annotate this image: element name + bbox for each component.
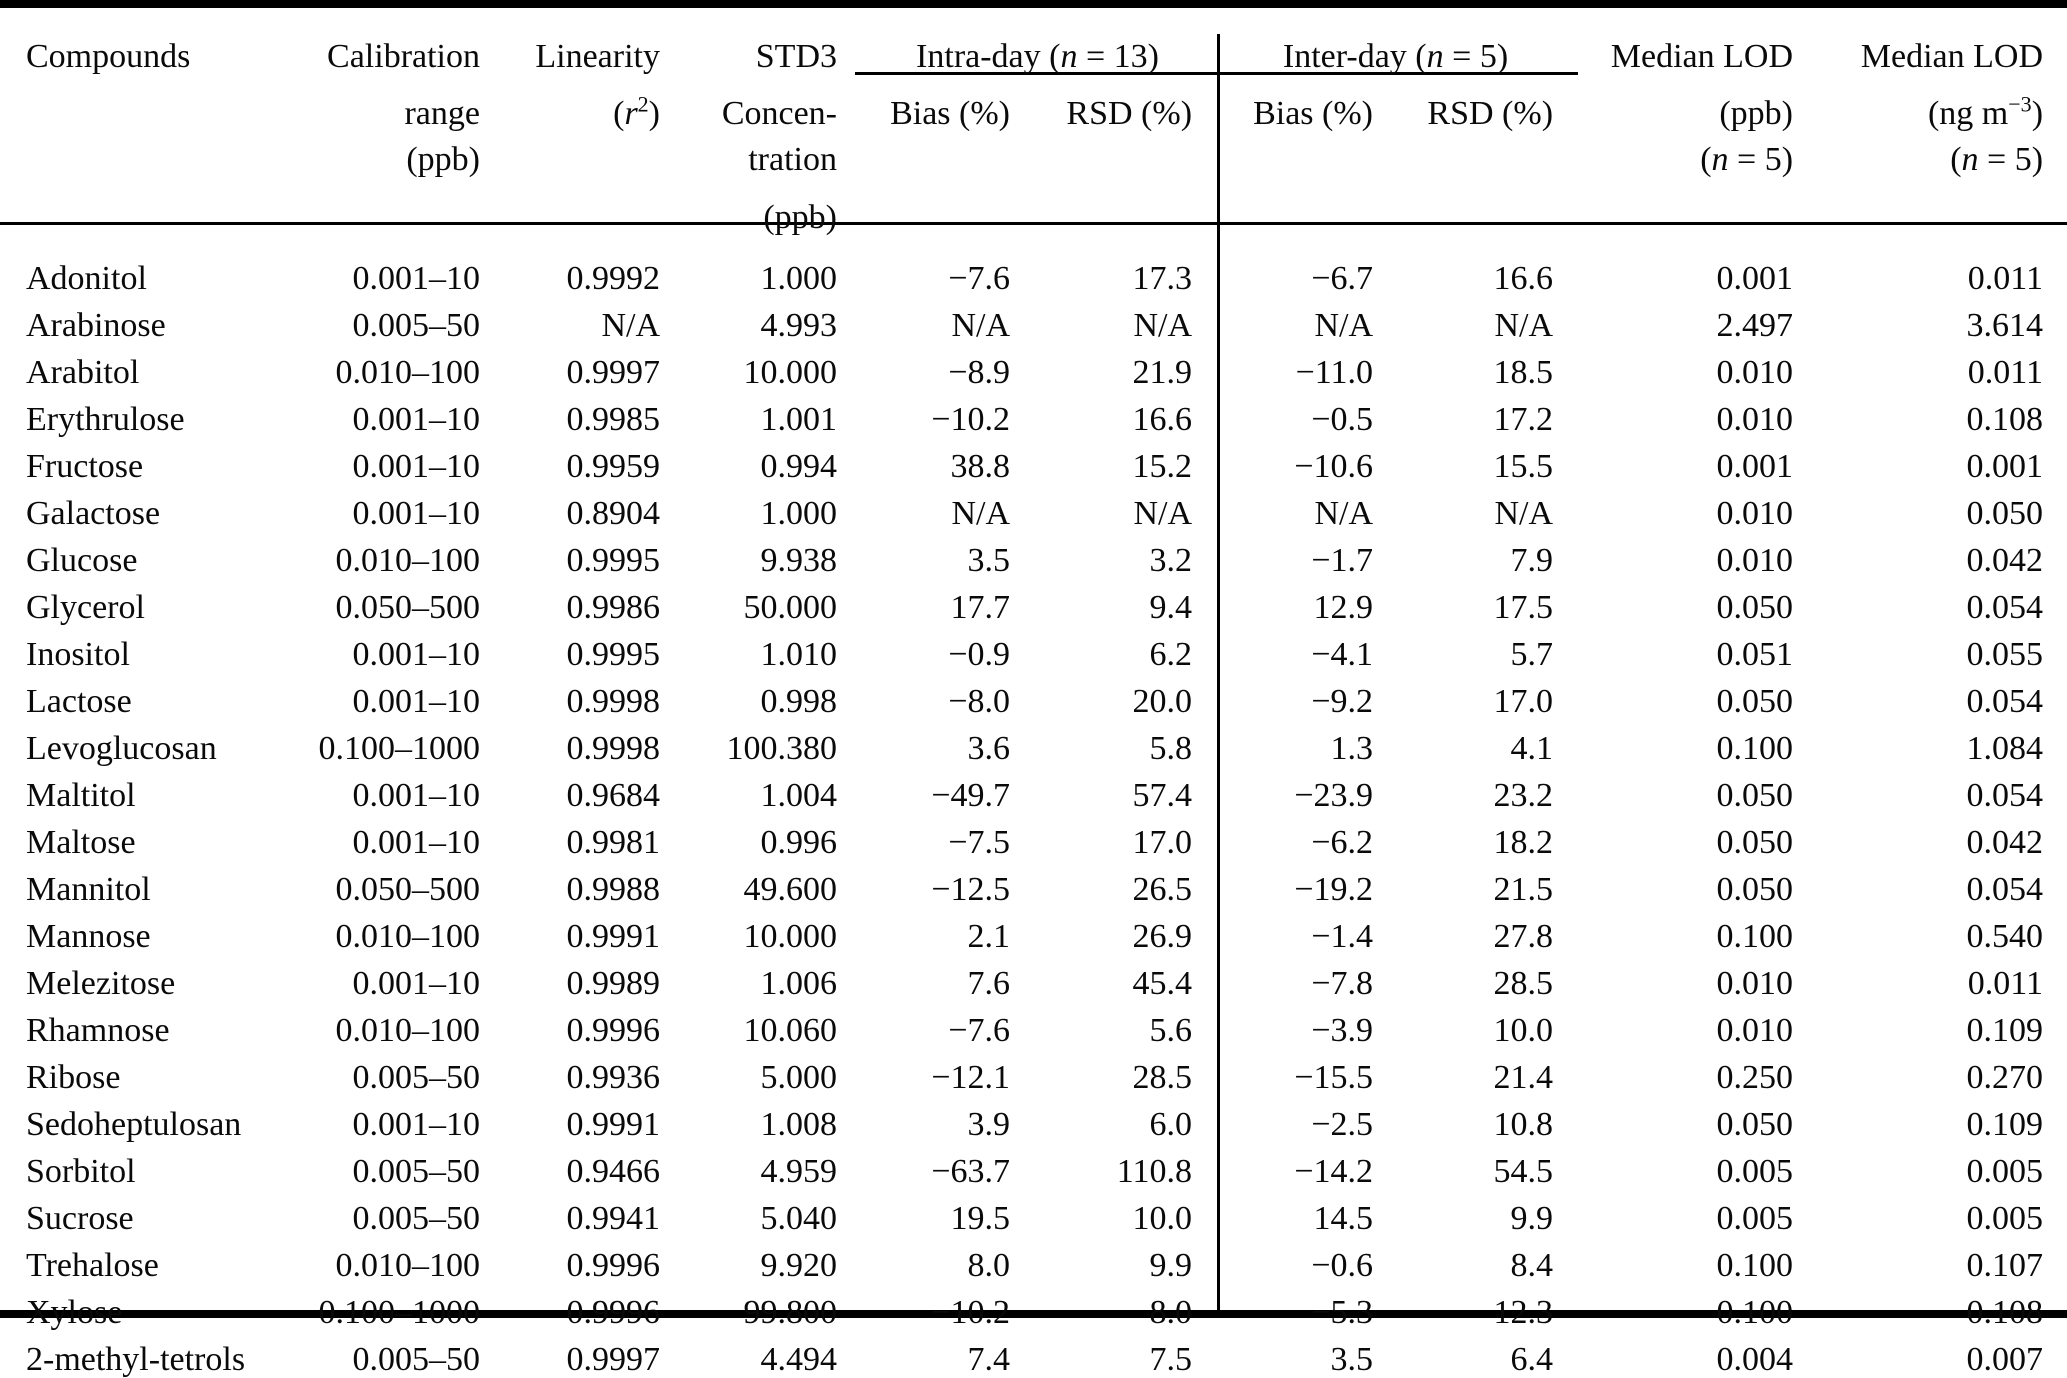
value-cell: 0.9959 [566, 448, 660, 485]
value-cell: 7.6 [967, 965, 1010, 1002]
value-cell: 28.5 [1493, 965, 1554, 1002]
value-cell: 1.004 [760, 777, 837, 814]
value-cell: 0.9981 [566, 824, 660, 861]
value-cell: −12.1 [931, 1059, 1010, 1096]
value-cell: 0.010–100 [335, 1012, 480, 1049]
value-cell: 8.4 [1510, 1247, 1554, 1284]
value-cell: −5.3 [1311, 1294, 1374, 1331]
value-cell: 0.9991 [566, 918, 660, 955]
value-cell: 0.100–1000 [318, 1294, 480, 1331]
compound-name-cell: Mannitol [26, 871, 151, 908]
value-cell: 8.0 [1149, 1294, 1193, 1331]
value-cell: 0.042 [1966, 542, 2044, 579]
value-cell: 0.050 [1966, 495, 2044, 532]
value-cell: 2.497 [1716, 307, 1794, 344]
compound-name-cell: 2-methyl-tetrols [26, 1341, 246, 1378]
italic-n: n [1060, 38, 1078, 75]
compound-name-cell: Fructose [26, 448, 144, 485]
italic-n: n [1711, 141, 1729, 178]
value-cell: 0.9986 [566, 589, 660, 626]
value-cell: 0.054 [1966, 589, 2044, 626]
table-row [0, 813, 2067, 860]
value-cell: 0.001 [1966, 448, 2044, 485]
value-cell: 0.9997 [566, 354, 660, 391]
col-header-std3-concen: Concen- [721, 95, 837, 132]
value-cell: 0.100 [1716, 1294, 1794, 1331]
value-cell: 10.0 [1132, 1200, 1193, 1237]
value-cell: 0.001–10 [352, 777, 480, 814]
compound-name-cell: Arabitol [26, 354, 140, 391]
value-cell: −0.9 [948, 636, 1010, 673]
value-cell: 9.4 [1149, 589, 1193, 626]
superscript-2: 2 [637, 91, 649, 117]
value-cell: 0.005–50 [352, 307, 480, 344]
value-cell: −2.5 [1311, 1106, 1374, 1143]
value-cell: −10.2 [931, 1294, 1010, 1331]
value-cell: 0.010–100 [335, 354, 480, 391]
value-cell: 0.109 [1966, 1106, 2044, 1143]
table-row [0, 1001, 2067, 1048]
value-cell: 0.9996 [566, 1012, 660, 1049]
value-cell: 14.5 [1313, 1200, 1374, 1237]
value-cell: 15.2 [1132, 448, 1193, 485]
value-cell: −7.5 [948, 824, 1010, 861]
value-cell: 6.2 [1149, 636, 1193, 673]
value-cell: N/A [1494, 307, 1554, 344]
value-cell: 0.001–10 [352, 260, 480, 297]
value-cell: 0.054 [1966, 683, 2044, 720]
italic-n: n [1426, 38, 1444, 75]
value-cell: −1.4 [1311, 918, 1374, 955]
table-row [0, 1330, 2067, 1377]
table-row [0, 1236, 2067, 1283]
value-cell: 8.0 [967, 1247, 1010, 1284]
value-cell: −1.7 [1311, 542, 1374, 579]
value-cell: 1.010 [760, 636, 837, 673]
value-cell: 0.050 [1716, 589, 1794, 626]
value-cell: 45.4 [1132, 965, 1193, 1002]
table-row [0, 954, 2067, 1001]
table-row [0, 672, 2067, 719]
value-cell: 0.9941 [566, 1200, 660, 1237]
value-cell: 110.8 [1116, 1153, 1193, 1190]
value-cell: 0.9936 [566, 1059, 660, 1096]
value-cell: 0.010 [1716, 542, 1794, 579]
value-cell: 0.001 [1716, 448, 1794, 485]
value-cell: 0.001 [1716, 260, 1794, 297]
col-header-intra-rsd: RSD (%) [1066, 95, 1193, 132]
value-cell: 0.100–1000 [318, 730, 480, 767]
value-cell: 0.005–50 [352, 1341, 480, 1378]
value-cell: 0.054 [1966, 871, 2044, 908]
value-cell: 0.250 [1716, 1059, 1794, 1096]
table-row [0, 1283, 2067, 1330]
value-cell: 12.9 [1313, 589, 1374, 626]
table-row [0, 625, 2067, 672]
value-cell: 57.4 [1132, 777, 1193, 814]
value-cell: 0.010–100 [335, 542, 480, 579]
value-cell: 10.8 [1493, 1106, 1554, 1143]
value-cell: 9.938 [760, 542, 837, 579]
superscript-minus-3: −3 [2008, 91, 2032, 117]
group-header-inter-day: Inter-day (n = 5) [1282, 38, 1509, 75]
value-cell: 3.9 [967, 1106, 1010, 1143]
table-row [0, 1095, 2067, 1142]
compound-name-cell: Rhamnose [26, 1012, 170, 1049]
col-header-lod-ppb-unit: (ppb) [1719, 95, 1794, 132]
value-cell: 3.5 [967, 542, 1010, 579]
value-cell: 6.4 [1510, 1341, 1554, 1378]
value-cell: −49.7 [931, 777, 1010, 814]
table-row [0, 860, 2067, 907]
value-cell: 0.001–10 [352, 1106, 480, 1143]
value-cell: 1.006 [760, 965, 837, 1002]
compound-name-cell: Levoglucosan [26, 730, 217, 767]
value-cell: 0.005–50 [352, 1059, 480, 1096]
value-cell: −9.2 [1311, 683, 1374, 720]
value-cell: 0.011 [1967, 354, 2044, 391]
value-cell: N/A [1494, 495, 1554, 532]
value-cell: N/A [1133, 495, 1193, 532]
value-cell: 50.000 [743, 589, 837, 626]
value-cell: 0.108 [1966, 1294, 2044, 1331]
group-header-intra-day: Intra-day (n = 13) [916, 38, 1159, 75]
table-row [0, 578, 2067, 625]
value-cell: N/A [1133, 307, 1193, 344]
col-header-inter-bias: Bias (%) [1253, 95, 1374, 132]
value-cell: 0.050 [1716, 683, 1794, 720]
value-cell: 17.2 [1493, 401, 1554, 438]
value-cell: 26.9 [1132, 918, 1193, 955]
value-cell: 0.9989 [566, 965, 660, 1002]
col-header-compounds: Compounds [26, 38, 191, 75]
col-header-std3-tration: tration [748, 141, 837, 178]
value-cell: −8.0 [948, 683, 1010, 720]
value-cell: 0.010–100 [335, 1247, 480, 1284]
table-row [0, 296, 2067, 343]
col-header-std3-ppb: (ppb) [763, 199, 837, 236]
value-cell: 7.4 [967, 1341, 1010, 1378]
value-cell: −6.7 [1311, 260, 1374, 297]
compound-name-cell: Trehalose [26, 1247, 159, 1284]
table-row [0, 531, 2067, 578]
value-cell: 1.000 [760, 260, 837, 297]
value-cell: −0.6 [1311, 1247, 1374, 1284]
compound-name-cell: Xylose [26, 1294, 123, 1331]
value-cell: 0.001–10 [352, 824, 480, 861]
col-header-lod-ppb-n: (n = 5) [1700, 141, 1794, 178]
value-cell: 21.5 [1493, 871, 1554, 908]
value-cell: 5.040 [760, 1200, 837, 1237]
value-cell: 16.6 [1132, 401, 1193, 438]
value-cell: −0.5 [1311, 401, 1374, 438]
value-cell: 0.9998 [566, 730, 660, 767]
table-row [0, 390, 2067, 437]
value-cell: 17.5 [1493, 589, 1554, 626]
value-cell: 0.9998 [566, 683, 660, 720]
col-header-inter-rsd: RSD (%) [1427, 95, 1554, 132]
value-cell: 0.100 [1716, 730, 1794, 767]
italic-r: r [624, 95, 638, 132]
value-cell: −7.6 [948, 1012, 1010, 1049]
compound-name-cell: Erythrulose [26, 401, 185, 438]
compound-name-cell: Arabinose [26, 307, 166, 344]
value-cell: 5.6 [1149, 1012, 1193, 1049]
value-cell: 0.050–500 [335, 589, 480, 626]
value-cell: 21.4 [1493, 1059, 1554, 1096]
value-cell: 0.050 [1716, 824, 1794, 861]
value-cell: 3.6 [967, 730, 1010, 767]
value-cell: 16.6 [1493, 260, 1554, 297]
value-cell: 0.9995 [566, 636, 660, 673]
value-cell: 18.2 [1493, 824, 1554, 861]
value-cell: 1.008 [760, 1106, 837, 1143]
table-header [0, 8, 2067, 249]
value-cell: 7.5 [1149, 1341, 1193, 1378]
compound-name-cell: Galactose [26, 495, 161, 532]
table-row [0, 1048, 2067, 1095]
value-cell: −6.2 [1311, 824, 1374, 861]
col-header-lod-ng-unit: (ng $m^{-3}$) [1927, 91, 2044, 132]
value-cell: 1.000 [760, 495, 837, 532]
value-cell: 1.001 [760, 401, 837, 438]
value-cell: 0.005 [1966, 1200, 2044, 1237]
value-cell: −23.9 [1294, 777, 1374, 814]
value-cell: 0.001–10 [352, 495, 480, 532]
compound-name-cell: Sorbitol [26, 1153, 136, 1190]
value-cell: N/A [951, 307, 1010, 344]
value-cell: 1.3 [1330, 730, 1374, 767]
value-cell: 0.9991 [566, 1106, 660, 1143]
col-header-calibration-range: range [404, 95, 480, 132]
value-cell: 19.5 [950, 1200, 1010, 1237]
value-cell: 0.050 [1716, 777, 1794, 814]
value-cell: 27.8 [1493, 918, 1554, 955]
value-cell: 0.055 [1966, 636, 2044, 673]
value-cell: 0.010 [1716, 401, 1794, 438]
value-cell: 5.7 [1510, 636, 1554, 673]
compound-name-cell: Glucose [26, 542, 138, 579]
value-cell: −10.6 [1294, 448, 1374, 485]
value-cell: 12.3 [1493, 1294, 1554, 1331]
value-cell: 9.920 [760, 1247, 837, 1284]
value-cell: 0.010 [1716, 965, 1794, 1002]
table-row [0, 437, 2067, 484]
value-cell: 17.0 [1132, 824, 1193, 861]
compound-name-cell: Sedoheptulosan [26, 1106, 242, 1143]
value-cell: 0.010–100 [335, 918, 480, 955]
value-cell: −7.8 [1311, 965, 1374, 1002]
value-cell: 0.051 [1716, 636, 1794, 673]
value-cell: −7.6 [948, 260, 1010, 297]
value-cell: 0.9985 [566, 401, 660, 438]
table-row [0, 907, 2067, 954]
compound-name-cell: Ribose [26, 1059, 121, 1096]
value-cell: 10.000 [743, 354, 837, 391]
value-cell: 5.000 [760, 1059, 837, 1096]
value-cell: −12.5 [931, 871, 1010, 908]
value-cell: 0.108 [1966, 401, 2044, 438]
value-cell: 0.005–50 [352, 1200, 480, 1237]
compound-name-cell: Mannose [26, 918, 151, 955]
value-cell: 17.3 [1132, 260, 1193, 297]
table-row [0, 1189, 2067, 1236]
value-cell: 0.005 [1716, 1153, 1794, 1190]
col-header-median-lod-ppb: Median LOD [1610, 38, 1794, 75]
value-cell: 0.050–500 [335, 871, 480, 908]
value-cell: 6.0 [1149, 1106, 1193, 1143]
table-row [0, 249, 2067, 296]
table-row [0, 719, 2067, 766]
value-cell: 3.5 [1330, 1341, 1374, 1378]
value-cell: 0.001–10 [352, 401, 480, 438]
value-cell: 0.540 [1966, 918, 2044, 955]
table-row [0, 484, 2067, 531]
value-cell: N/A [1314, 307, 1374, 344]
value-cell: 0.001–10 [352, 448, 480, 485]
value-cell: 0.001–10 [352, 683, 480, 720]
value-cell: 3.2 [1149, 542, 1193, 579]
value-cell: 0.109 [1966, 1012, 2044, 1049]
value-cell: 0.001–10 [352, 965, 480, 1002]
compound-name-cell: Maltose [26, 824, 136, 861]
value-cell: 0.8904 [566, 495, 660, 532]
value-cell: 5.8 [1149, 730, 1193, 767]
value-cell: 0.994 [760, 448, 837, 485]
compound-name-cell: Inositol [26, 636, 130, 673]
value-cell: 0.9992 [566, 260, 660, 297]
value-cell: −19.2 [1294, 871, 1374, 908]
method-validation-table [0, 8, 2067, 1377]
value-cell: 4.993 [760, 307, 837, 344]
value-cell: −63.7 [931, 1153, 1010, 1190]
value-cell: 10.0 [1493, 1012, 1554, 1049]
value-cell: 0.011 [1967, 965, 2044, 1002]
value-cell: 0.010 [1716, 354, 1794, 391]
value-cell: 0.9996 [566, 1294, 660, 1331]
value-cell: N/A [601, 307, 660, 344]
col-header-calibration-ppb: (ppb) [406, 141, 480, 178]
col-header-linearity: Linearity [535, 38, 660, 75]
col-header-r-squared: $(r^2)$ [613, 91, 660, 132]
value-cell: 0.001–10 [352, 636, 480, 673]
value-cell: 23.2 [1493, 777, 1554, 814]
value-cell: 4.494 [760, 1341, 837, 1378]
value-cell: −3.9 [1311, 1012, 1374, 1049]
value-cell: 0.9997 [566, 1341, 660, 1378]
italic-n: n [1961, 141, 1979, 178]
value-cell: 38.8 [950, 448, 1010, 485]
value-cell: 54.5 [1493, 1153, 1554, 1190]
value-cell: 3.614 [1966, 307, 2044, 344]
value-cell: 20.0 [1132, 683, 1193, 720]
value-cell: −4.1 [1311, 636, 1374, 673]
value-cell: 9.9 [1510, 1200, 1554, 1237]
value-cell: 1.084 [1966, 730, 2044, 767]
value-cell: 7.9 [1510, 542, 1554, 579]
value-cell: 15.5 [1493, 448, 1554, 485]
value-cell: 0.054 [1966, 777, 2044, 814]
value-cell: 0.996 [760, 824, 837, 861]
value-cell: N/A [951, 495, 1010, 532]
value-cell: −15.5 [1294, 1059, 1374, 1096]
value-cell: 9.9 [1149, 1247, 1193, 1284]
value-cell: 0.9684 [566, 777, 660, 814]
compound-name-cell: Sucrose [26, 1200, 134, 1237]
col-header-median-lod-ng: Median LOD [1860, 38, 2044, 75]
value-cell: −14.2 [1294, 1153, 1374, 1190]
value-cell: 0.005 [1716, 1200, 1794, 1237]
value-cell: 28.5 [1132, 1059, 1193, 1096]
value-cell: −8.9 [948, 354, 1010, 391]
value-cell: 10.000 [743, 918, 837, 955]
value-cell: 0.100 [1716, 918, 1794, 955]
value-cell: N/A [1314, 495, 1374, 532]
col-header-calibration: Calibration [327, 38, 480, 75]
value-cell: 0.050 [1716, 1106, 1794, 1143]
compound-name-cell: Adonitol [26, 260, 147, 297]
value-cell: 21.9 [1132, 354, 1193, 391]
value-cell: 0.9466 [566, 1153, 660, 1190]
value-cell: −11.0 [1295, 354, 1374, 391]
value-cell: 0.107 [1966, 1247, 2044, 1284]
table-body [0, 249, 2067, 1377]
value-cell: 0.270 [1966, 1059, 2044, 1096]
value-cell: 0.005 [1966, 1153, 2044, 1190]
col-header-std3: STD3 [755, 38, 837, 75]
table-row [0, 1142, 2067, 1189]
compound-name-cell: Maltitol [26, 777, 136, 814]
value-cell: 26.5 [1132, 871, 1193, 908]
col-header-intra-bias: Bias (%) [890, 95, 1010, 132]
value-cell: 0.9988 [566, 871, 660, 908]
value-cell: 0.100 [1716, 1247, 1794, 1284]
compound-name-cell: Melezitose [26, 965, 176, 1002]
value-cell: 0.010 [1716, 495, 1794, 532]
col-header-lod-ng-n: (n = 5) [1950, 141, 2044, 178]
value-cell: 100.380 [726, 730, 837, 767]
value-cell: 0.005–50 [352, 1153, 480, 1190]
value-cell: 17.7 [950, 589, 1010, 626]
compound-name-cell: Lactose [26, 683, 132, 720]
value-cell: 0.010 [1716, 1012, 1794, 1049]
table-row [0, 343, 2067, 390]
value-cell: 2.1 [967, 918, 1010, 955]
value-cell: 4.959 [760, 1153, 837, 1190]
value-cell: 0.042 [1966, 824, 2044, 861]
value-cell: 49.600 [743, 871, 837, 908]
value-cell: 0.004 [1716, 1341, 1794, 1378]
value-cell: 18.5 [1493, 354, 1554, 391]
value-cell: 0.9995 [566, 542, 660, 579]
value-cell: 10.060 [743, 1012, 837, 1049]
value-cell: 0.007 [1966, 1341, 2044, 1378]
value-cell: 0.998 [760, 683, 837, 720]
value-cell: 0.011 [1967, 260, 2044, 297]
value-cell: 99.800 [743, 1294, 837, 1331]
table-row [0, 766, 2067, 813]
value-cell: 17.0 [1493, 683, 1554, 720]
compound-name-cell: Glycerol [26, 589, 145, 626]
value-cell: 0.050 [1716, 871, 1794, 908]
value-cell: 0.9996 [566, 1247, 660, 1284]
table-top-rule [0, 0, 2067, 8]
value-cell: −10.2 [931, 401, 1010, 438]
value-cell: 4.1 [1510, 730, 1554, 767]
